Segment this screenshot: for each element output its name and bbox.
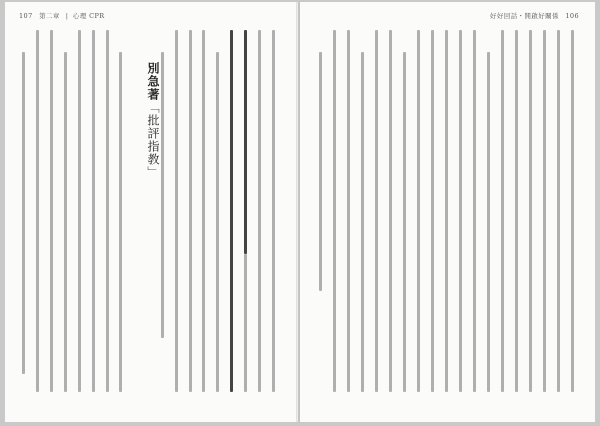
text-column-line: [175, 30, 178, 392]
text-column-line: [36, 30, 39, 392]
text-column-line: [515, 30, 518, 392]
section-heading-plain: 別急著: [146, 62, 160, 101]
book-title: 心理 CPR: [72, 12, 105, 20]
text-column-line: [403, 52, 406, 392]
text-column-line: [557, 30, 560, 392]
text-column-line: [571, 30, 574, 392]
chapter-label: 第二章: [39, 12, 60, 20]
right-body-text: [313, 30, 579, 392]
text-column-line: [244, 254, 247, 392]
text-column-line: [333, 30, 336, 392]
text-column-line: [459, 30, 462, 392]
right-running-header: [490, 11, 583, 20]
right-running-title: 好好回話・開啟好關係: [489, 12, 559, 20]
text-column-line: [487, 52, 490, 392]
text-column-line: [347, 30, 350, 392]
left-page-number: 107: [19, 12, 33, 20]
left-running-header: [19, 11, 109, 20]
text-column-line: [501, 30, 504, 392]
text-column-line: [78, 30, 81, 392]
text-column-line: [106, 30, 109, 392]
text-column-line: [389, 30, 392, 392]
text-column-line: [258, 30, 261, 392]
text-column-line: [361, 52, 364, 392]
section-heading: [145, 62, 162, 179]
text-column-line: [417, 30, 420, 392]
text-column-line: [189, 30, 192, 392]
text-column-line: [216, 52, 219, 392]
text-column-line: [230, 30, 233, 392]
text-column-line: [22, 52, 25, 374]
text-column-line: [543, 30, 546, 392]
text-column-line: [119, 52, 122, 392]
text-column-line: [375, 30, 378, 392]
text-column-line: [431, 30, 434, 392]
header-separator: |: [65, 12, 69, 20]
text-column-line: [529, 30, 532, 392]
right-page-number: 106: [565, 12, 579, 20]
text-column-line: [319, 52, 322, 291]
text-column-line: [50, 30, 53, 392]
text-column-line: [244, 30, 247, 254]
text-column-line: [202, 30, 205, 392]
section-heading-quoted: 「批評指教」: [146, 101, 160, 179]
text-column-line: [64, 52, 67, 392]
text-column-line: [445, 30, 448, 392]
right-page: [300, 2, 595, 422]
text-column-line: [473, 30, 476, 392]
text-column-line: [272, 30, 275, 392]
text-column-line: [92, 30, 95, 392]
left-page: [5, 2, 298, 422]
